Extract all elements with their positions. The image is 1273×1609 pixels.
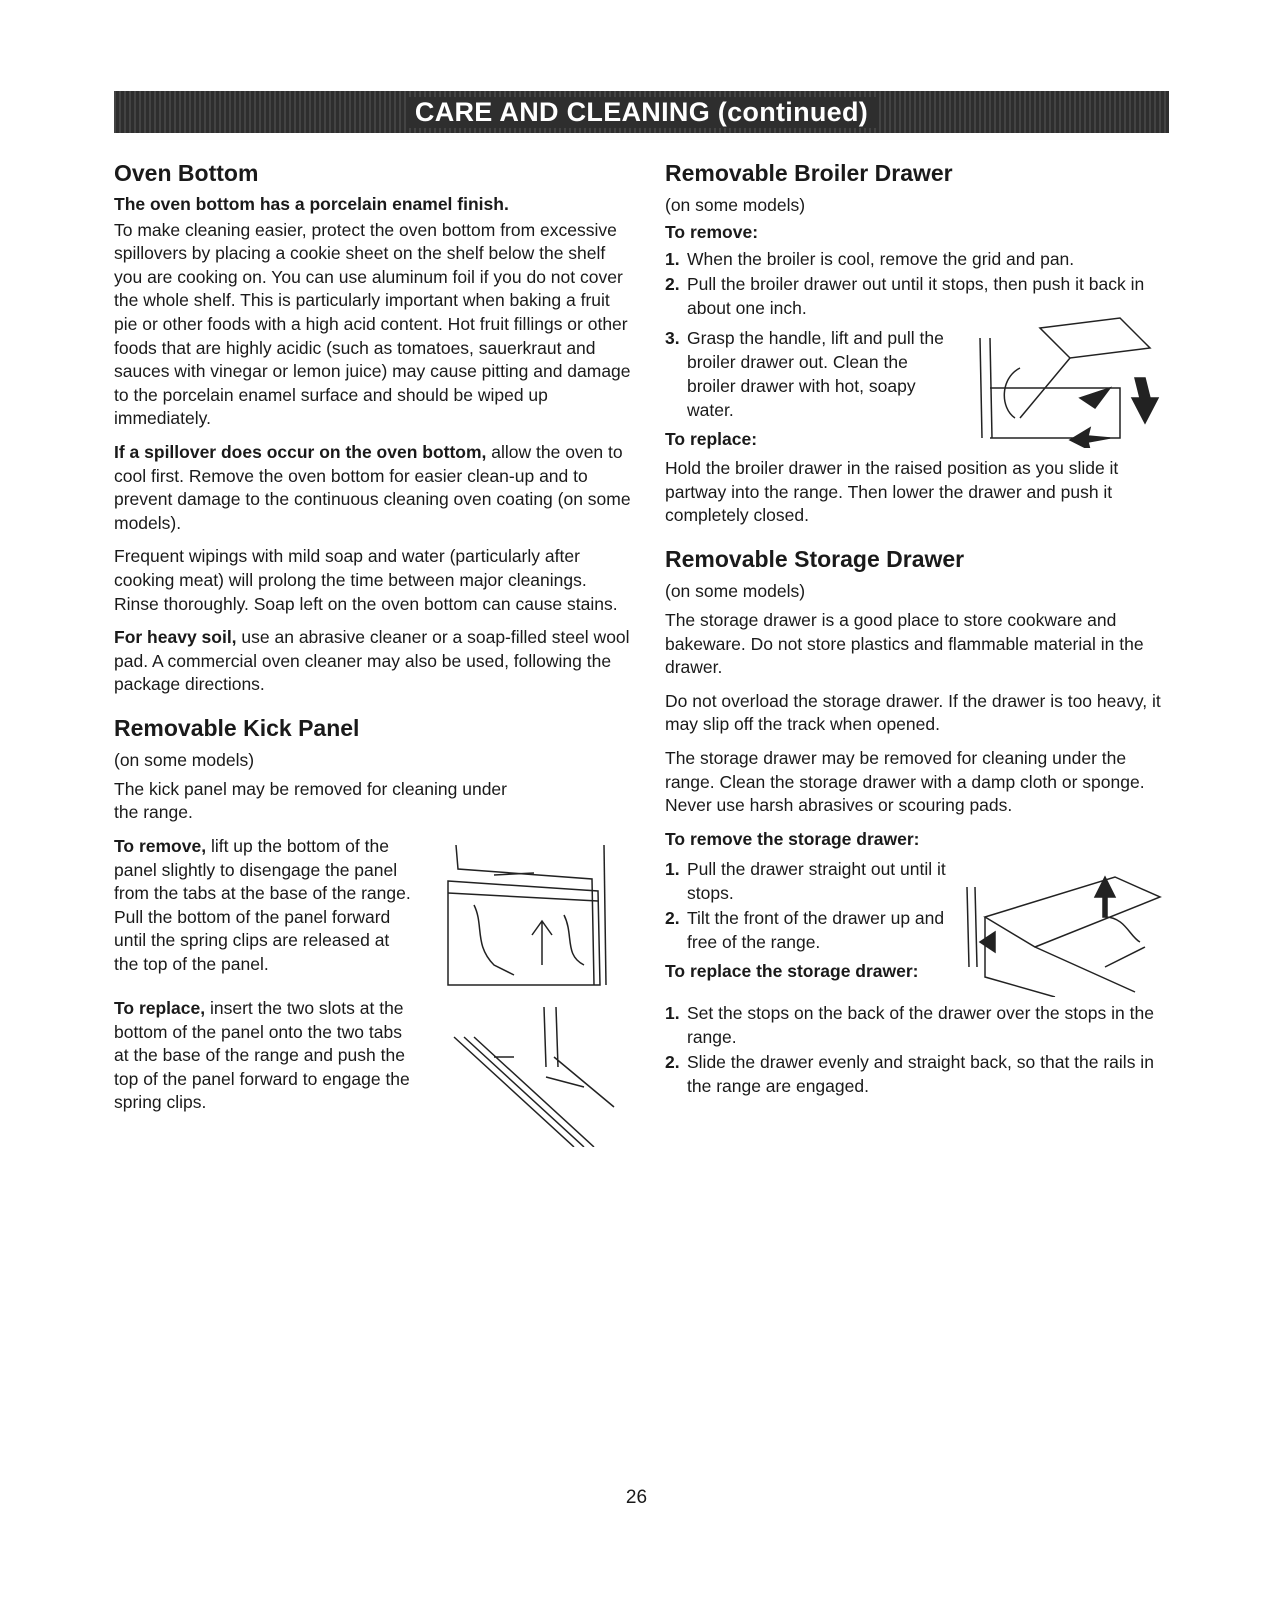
list-item: 1. Set the stops on the back of the drawer over the stops in the range. — [665, 1003, 1154, 1048]
kick-remove-text: lift up the bottom of the panel slightly to disengage the panel from the tabs at the base of the range. Pull the bottom of the panel forward until the spring clips are released at the top of the panel. — [114, 836, 411, 975]
oven-bottom-paragraph-3: Frequent wipings with mild soap and water (particularly after cooking meat) will prolong the time between major cleanings. Rinse thoroughly. Soap left on the oven bottom can cause stains. — [114, 546, 618, 614]
kick-panel-remove-block — [114, 835, 634, 995]
spillover-text: allow the oven to cool first. Remove the oven bottom for easier clean-up and to prevent damage to the continuous cleaning oven coating (on some models). — [114, 441, 631, 533]
section-banner — [114, 91, 1169, 133]
right-column — [665, 160, 1170, 1104]
storage-paragraph-2: Do not overload the storage drawer. If the drawer is too heavy, it may slip off the track when opened. — [665, 690, 1161, 735]
page-title: CARE AND CLEANING (continued) — [407, 97, 876, 128]
page-number: 26 — [625, 1487, 648, 1508]
broiler-drawer-heading: Removable Broiler Drawer — [665, 160, 953, 186]
storage-remove-steps — [665, 857, 950, 954]
list-item: 2. Slide the drawer evenly and straight back, so that the rails in the range are engaged. — [665, 1052, 1154, 1097]
kick-panel-heading: Removable Kick Panel — [114, 714, 360, 741]
oven-bottom-lead: The oven bottom has a porcelain enamel finish. — [114, 194, 509, 214]
kick-panel-remove — [114, 835, 414, 977]
broiler-replace-text: Hold the broiler drawer in the raised position as you slide it partway into the range. Then lower the drawer and push it completely closed. — [665, 458, 1119, 526]
storage-drawer-heading: Removable Storage Drawer — [665, 545, 965, 572]
storage-replace-label: To replace the storage drawer: — [665, 961, 919, 982]
oven-bottom-paragraph-1: To make cleaning easier, protect the oven bottom from excessive spillovers by placing a cookie sheet on the shelf below the shelf you are cooking on. You can use aluminum foil if you do not cover the whole shelf. This is particularly important when baking a fruit pie or other foods with a high acid content. Hot fruit fillings or other foods that are highly acidic (such as tomatoes, sauerkraut and sauces with vinegar or lemon juice) may cause pitting and damage to the porcelain enamel surface and should be wiped up immediately. — [114, 219, 631, 429]
list-item: 2. Pull the broiler drawer out until it stops, then push it back in about one inch. — [665, 273, 1145, 318]
kick-panel-replace-block — [114, 997, 634, 1147]
spillover-bold: If a spillover does occur on the oven bottom, — [114, 441, 487, 462]
kick-panel-replace — [114, 997, 414, 1115]
storage-remove-label: To remove the storage drawer: — [665, 828, 920, 849]
left-column — [114, 160, 634, 1147]
kick-panel-intro: The kick panel may be removed for cleaning under the range. — [114, 778, 507, 823]
storage-drawer-models: (on some models) — [665, 580, 806, 601]
kick-remove-bold: To remove, — [114, 836, 207, 857]
broiler-remove-step-3 — [665, 326, 950, 422]
list-item: 2. Tilt the front of the drawer up and free of the range. — [665, 908, 945, 953]
heavy-soil-text: use an abrasive cleaner or a soap-filled steel wool pad. A commercial oven cleaner may also be used, following the package directions. — [114, 627, 630, 695]
broiler-step3-block — [665, 326, 1170, 454]
storage-remove-block — [665, 857, 1170, 997]
oven-bottom-paragraph-2 — [114, 441, 634, 535]
list-item: 1. When the broiler is cool, remove the grid and pan. — [665, 248, 1075, 269]
list-item: 1. Pull the drawer straight out until it stops. — [665, 859, 946, 904]
storage-replace-steps — [665, 1001, 1170, 1098]
storage-paragraph-1: The storage drawer is a good place to store cookware and bakeware. Do not store plastics and flammable material in the drawer. — [665, 609, 1144, 678]
oven-bottom-paragraph-4 — [114, 626, 634, 697]
kick-panel-replace-illustration — [434, 997, 624, 1147]
broiler-remove-steps — [665, 247, 1170, 320]
heavy-soil-bold: For heavy soil, — [114, 627, 237, 648]
kick-replace-bold: To replace, — [114, 998, 206, 1019]
storage-drawer-illustration — [955, 857, 1165, 997]
kick-replace-text: insert the two slots at the bottom of the panel onto the two tabs at the base of the range and push the top of the panel forward to engage the spring clips. — [114, 998, 410, 1113]
broiler-replace-label: To replace: — [665, 428, 758, 449]
oven-bottom-heading: Oven Bottom — [114, 160, 259, 186]
kick-panel-remove-illustration — [434, 835, 624, 995]
storage-paragraph-3: The storage drawer may be removed for cleaning under the range. Clean the storage drawer with a damp cloth or sponge. Never use harsh abrasives or scouring pads. — [665, 747, 1145, 816]
broiler-drawer-models: (on some models) — [665, 195, 806, 215]
broiler-remove-label: To remove: — [665, 222, 759, 242]
list-item: 3. Grasp the handle, lift and pull the broiler drawer out. Clean the broiler drawer with hot, soapy water. — [665, 327, 944, 420]
kick-panel-models: (on some models) — [114, 749, 255, 770]
broiler-drawer-illustration — [960, 298, 1160, 448]
